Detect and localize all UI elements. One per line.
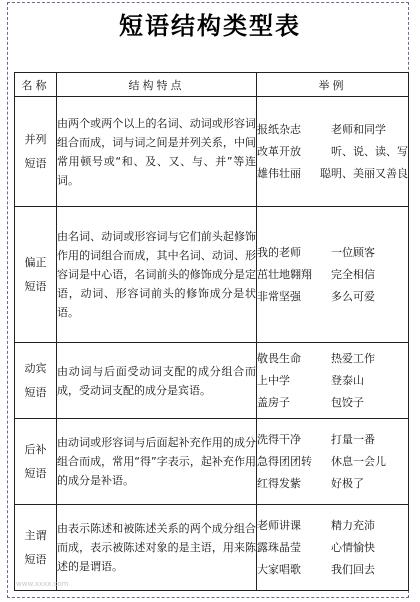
table-row (15, 207, 409, 343)
example-line: 敬畏生命 热爱工作 (257, 351, 375, 365)
row-name: 并列 短语 (15, 97, 57, 207)
example-line: 上中学 登泰山 (257, 373, 364, 387)
header-examples: 举例 (257, 73, 409, 97)
row-examples (257, 207, 409, 343)
table-header-row (15, 73, 409, 97)
row-feature: 由名词、动词或形容词与它们前头起修饰作用的词组合而成，其中名词、动词、形容词是中心语，名词前头的修饰成分是定语，动词、形容词前头的修饰成分是状语。 (57, 207, 257, 343)
row-name: 主谓 短语 (15, 505, 57, 591)
row-feature: 由动词与后面受动词支配的成分组合而成，受动词支配的成分是宾语。 (57, 343, 257, 419)
row-name: 动宾 短语 (15, 343, 57, 419)
page-title: 短语结构类型表 (119, 12, 301, 40)
example-line: 雄伟壮丽 聪明、美丽又善良 (257, 166, 408, 180)
header-feature: 结构特点 (57, 73, 257, 97)
table-row (15, 419, 409, 505)
example-line: 红得发紫 好极了 (257, 476, 364, 490)
example-line: 老师讲课 精力充沛 (257, 518, 375, 532)
table-row (15, 97, 409, 207)
example-line: 报纸杂志 老师和同学 (257, 122, 386, 136)
example-line: 茁壮地翱翔 完全相信 (257, 267, 375, 281)
example-line: 急得团团转 休息一会儿 (257, 454, 386, 468)
example-line: 我的老师 一位顾客 (257, 245, 375, 259)
row-feature: 由表示陈述和被陈述关系的两个成分组合而成，表示被陈述对象的是主语，用来陈述的是谓语。 (57, 505, 257, 591)
row-feature: 由两个或两个以上的名词、动词或形容词组合而成，词与词之间是并列关系，中间常用顿号或“和、及、又、与、并”等连词。 (57, 97, 257, 207)
row-name: 后补 短语 (15, 419, 57, 505)
row-examples (257, 505, 409, 591)
example-line: 改革开放 听、说、读、写 (257, 144, 408, 158)
header-name: 名称 (15, 73, 57, 97)
row-feature: 由动词或形容词与后面起补充作用的成分组合而成，常用“得”字表示，起补充作用的成分是补语。 (57, 419, 257, 505)
example-line: 大家唱歌 我们回去 (257, 562, 375, 576)
example-line: 盖房子 包饺子 (257, 395, 364, 409)
example-line: 非常坚强 多么可爱 (257, 289, 375, 303)
phrase-structure-table (14, 72, 409, 591)
table-row (15, 505, 409, 591)
watermark: www.xxxx.com (16, 580, 69, 588)
example-line: 洗得干净 打量一番 (257, 432, 375, 446)
example-line: 露珠晶莹 心情愉快 (257, 540, 375, 554)
table-row (15, 343, 409, 419)
row-examples (257, 343, 409, 419)
row-examples (257, 97, 409, 207)
row-examples (257, 419, 409, 505)
row-name: 偏正 短语 (15, 207, 57, 343)
